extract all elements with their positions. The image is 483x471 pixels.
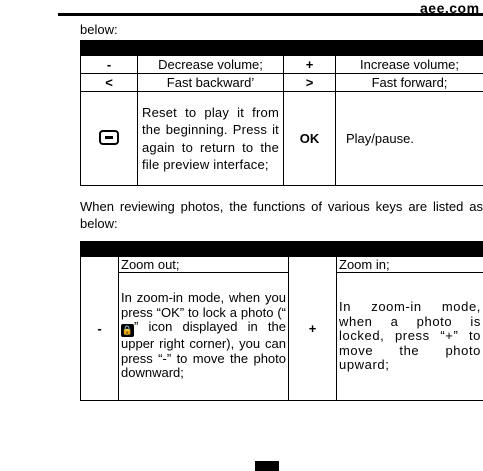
key-cell: + bbox=[289, 257, 337, 401]
key-cell: OK bbox=[284, 92, 336, 186]
table-row bbox=[81, 74, 483, 92]
photo-keys-table bbox=[80, 241, 483, 401]
table-row bbox=[81, 92, 483, 186]
desc-cell: Play/pause. bbox=[336, 92, 483, 186]
table-row bbox=[81, 56, 483, 74]
table-row bbox=[81, 273, 483, 401]
table-header-bar bbox=[81, 41, 483, 56]
desc-cell: Decrease volume; bbox=[138, 56, 284, 74]
brand-label: aee.com bbox=[420, 0, 480, 16]
table-row bbox=[81, 257, 483, 273]
zoom-in-desc: In zoom-in mode, when a photo is locked, press “+” to move the photo upward; bbox=[337, 273, 483, 401]
zoom-out-desc: In zoom-in mode, when you press “OK” to lock a photo (“🔒” icon displayed in the upper right corner), you can press “-” to move the photo downward; bbox=[119, 273, 289, 401]
key-cell: < bbox=[81, 74, 138, 92]
zoom-in-label: Zoom in; bbox=[337, 257, 483, 273]
key-cell: - bbox=[81, 56, 138, 74]
video-keys-table bbox=[80, 40, 483, 186]
key-cell bbox=[81, 92, 138, 186]
key-cell: > bbox=[284, 74, 336, 92]
desc-cell: Fast forward; bbox=[336, 74, 483, 92]
table-header-bar bbox=[81, 242, 483, 257]
return-key-icon bbox=[99, 130, 119, 145]
desc-cell: Increase volume; bbox=[336, 56, 483, 74]
photo-intro-text: When reviewing photos, the functions of various keys are listed as below: bbox=[80, 199, 483, 231]
intro-text: below: bbox=[80, 22, 118, 37]
desc-cell: Fast backward’ bbox=[138, 74, 284, 92]
page-number-tab bbox=[255, 461, 279, 471]
key-cell: - bbox=[81, 257, 119, 401]
lock-icon: 🔒 bbox=[121, 325, 134, 335]
key-cell: + bbox=[284, 56, 336, 74]
desc-cell: Reset to play it from the beginning. Press it again to return to the file preview interface; bbox=[138, 92, 284, 186]
zoom-out-label: Zoom out; bbox=[119, 257, 289, 273]
